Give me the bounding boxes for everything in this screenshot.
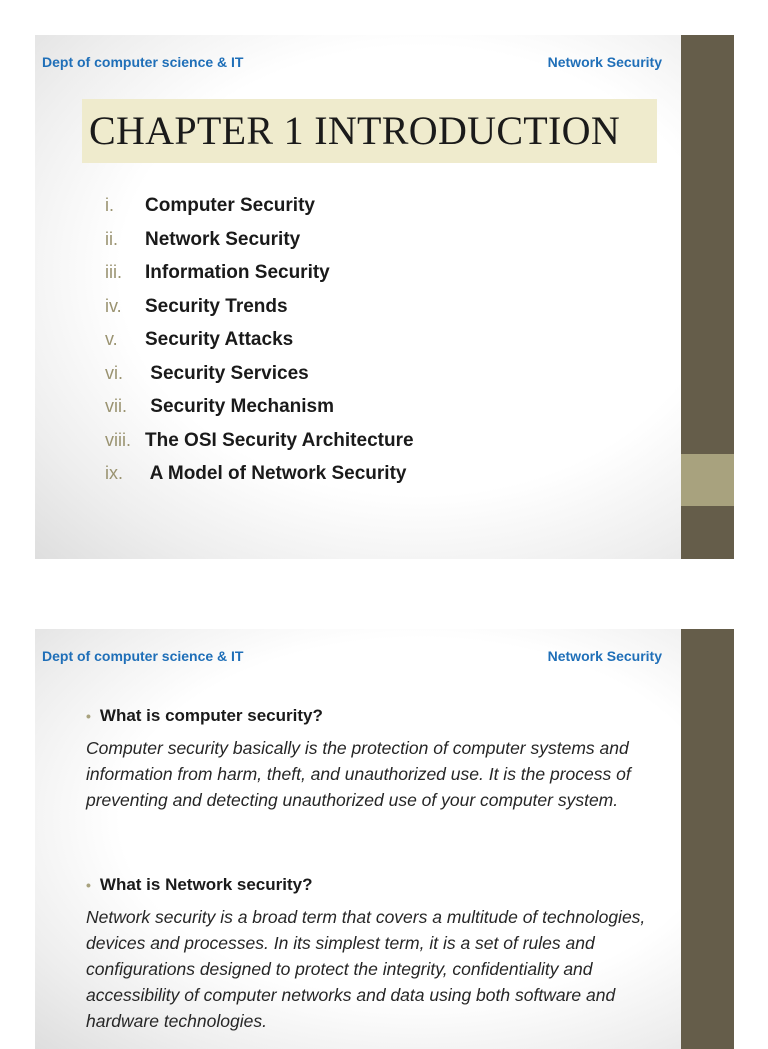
answer-text: Computer security basically is the protection of computer systems and information from harm, theft, and unauthorized use. It is the process of preventing and detecting unauthorized use of your computer system.	[86, 738, 631, 810]
qa-network-security	[86, 875, 646, 1034]
question-text: What is Network security?	[99, 875, 313, 894]
slide-side-bar	[681, 629, 734, 1049]
topic-number: viii.	[105, 429, 131, 450]
topic-number: i.	[105, 195, 114, 215]
bullet-icon: •	[86, 708, 91, 724]
slide-title: CHAPTER 1 INTRODUCTION	[89, 108, 621, 153]
topic-number: ix.	[105, 463, 123, 483]
slide-definitions	[35, 629, 734, 1049]
header-department: Dept of computer science & IT	[42, 54, 244, 70]
topic-list	[105, 195, 414, 497]
topic-item	[105, 363, 414, 397]
title-box	[82, 99, 657, 163]
topic-number: iii.	[105, 262, 122, 282]
topic-number: vi.	[105, 362, 123, 383]
topic-text: Computer Security	[145, 195, 315, 216]
topic-item	[105, 229, 414, 263]
topic-number: v.	[105, 329, 118, 349]
topic-number: ii.	[105, 228, 118, 249]
question	[86, 875, 646, 895]
topic-item	[105, 396, 414, 430]
qa-computer-security	[86, 706, 646, 813]
topic-text: Security Trends	[145, 295, 288, 317]
question-text: What is computer security?	[99, 706, 323, 725]
topic-text: Security Services	[145, 362, 309, 384]
bullet-icon: •	[86, 877, 91, 893]
topic-text: Network Security	[145, 228, 301, 250]
topic-text: A Model of Network Security	[145, 463, 407, 484]
topic-item	[105, 195, 414, 229]
header-course: Network Security	[547, 648, 662, 664]
topic-item	[105, 329, 414, 363]
topic-item	[105, 463, 414, 497]
topic-text: Security Attacks	[145, 329, 294, 350]
topic-item	[105, 296, 414, 330]
topic-text: Security Mechanism	[145, 396, 335, 417]
topic-number: iv.	[105, 295, 122, 316]
topic-item	[105, 430, 414, 464]
header-department: Dept of computer science & IT	[42, 648, 244, 664]
topic-text: Information Security	[145, 262, 330, 283]
question	[86, 706, 646, 726]
answer-text: Network security is a broad term that covers a multitude of technologies, devices and processes. In its simplest term, it is a set of rules and configurations designed to protect the integrity, confidentiality and accessibility of computer networks and data using both software and hardware technologies.	[86, 907, 646, 1031]
slide-side-accent	[681, 454, 734, 506]
slide-chapter-intro	[35, 35, 734, 559]
header-course: Network Security	[547, 54, 662, 70]
topic-item	[105, 262, 414, 296]
topic-text: The OSI Security Architecture	[145, 429, 414, 451]
topic-number: vii.	[105, 396, 127, 416]
